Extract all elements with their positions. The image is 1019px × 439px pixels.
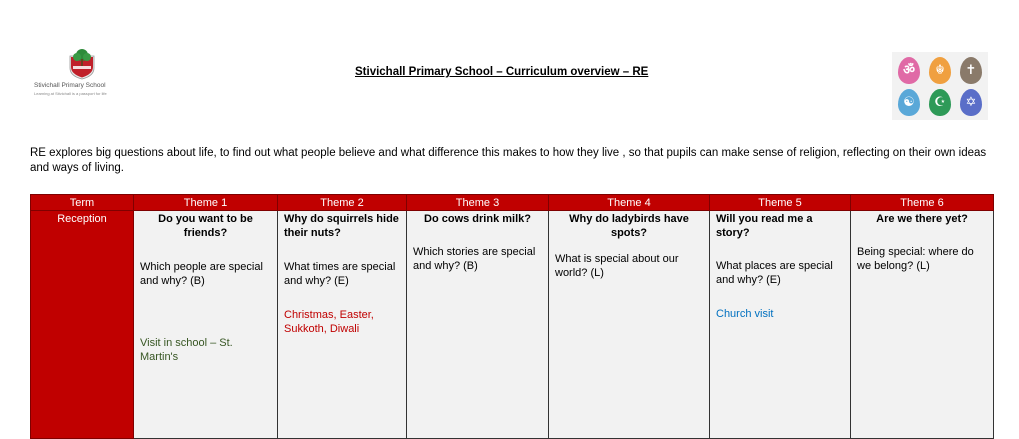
document-title: Stivichall Primary School – Curriculum overview – RE: [355, 66, 649, 78]
header-theme-1: Theme 1: [134, 195, 278, 211]
theme-1-cell: [134, 211, 278, 439]
theme-1-question: Do you want to be friends?: [158, 213, 253, 239]
school-logo: [34, 46, 134, 102]
header-theme-2: Theme 2: [278, 195, 407, 211]
theme-5-visit: Church visit: [716, 308, 774, 320]
table-header-row: [31, 195, 994, 211]
crescent-star-icon: ☪: [929, 89, 951, 116]
theme-5-question: Will you read me a story?: [716, 213, 813, 239]
theme-4-question: Why do ladybirds have spots?: [569, 213, 689, 239]
header-theme-5: Theme 5: [710, 195, 851, 211]
table-row: [31, 211, 994, 439]
theme-2-festivals: Christmas, Easter, Sukkoth, Diwali: [284, 309, 374, 335]
header-theme-6: Theme 6: [851, 195, 994, 211]
header-theme-3: Theme 3: [407, 195, 549, 211]
term-cell: Reception: [31, 211, 134, 439]
header-term: Term: [31, 195, 134, 211]
theme-1-text: Which people are special and why? (B): [140, 261, 263, 287]
theme-6-cell: [851, 211, 994, 439]
theme-2-question: Why do squirrels hide their nuts?: [284, 213, 399, 239]
school-crest-icon: [67, 48, 97, 80]
om-icon: ॐ: [898, 57, 920, 84]
cross-icon: ✝: [960, 57, 982, 84]
theme-5-text: What places are special and why? (E): [716, 260, 833, 286]
school-motto: Learning at Stivichall is a passport for life: [34, 91, 107, 96]
theme-2-text: What times are special and why? (E): [284, 261, 396, 287]
theme-3-text: Which stories are special and why? (B): [413, 246, 536, 272]
theme-2-cell: [278, 211, 407, 439]
theme-5-cell: [710, 211, 851, 439]
theme-6-question: Are we there yet?: [876, 213, 968, 225]
theme-4-text: What is special about our world? (L): [555, 253, 679, 279]
theme-3-cell: [407, 211, 549, 439]
khanda-icon: ☬: [929, 57, 951, 84]
intro-paragraph: RE explores big questions about life, to find out what people believe and what difference this makes to how they live , so that pupils can make sense of religion, reflecting on their own ideas and ways of living.: [30, 147, 987, 174]
faith-symbols-image: [892, 52, 988, 120]
yin-yang-icon: ☯: [898, 89, 920, 116]
theme-3-question: Do cows drink milk?: [424, 213, 531, 225]
school-name: Stivichall Primary School: [34, 82, 106, 89]
theme-6-text: Being special: where do we belong? (L): [857, 246, 974, 272]
star-of-david-icon: ✡: [960, 89, 982, 116]
theme-1-visit: Visit in school – St. Martin's: [140, 337, 233, 363]
curriculum-table: [30, 194, 994, 439]
theme-4-cell: [549, 211, 710, 439]
header-theme-4: Theme 4: [549, 195, 710, 211]
